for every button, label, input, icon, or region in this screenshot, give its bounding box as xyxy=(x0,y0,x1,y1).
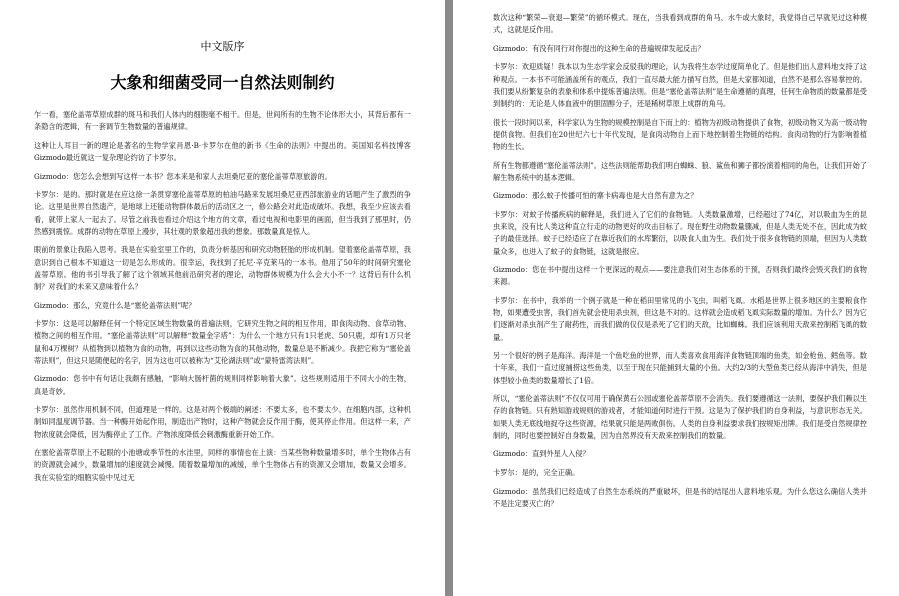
body-paragraph: 在塞伦盖蒂草原上不起眼的小池塘或季节性的水洼里，同样的事情也在上演：当某些物种数量增多时，单个生物体占有的资源就会减少，数量增加的速度就会减慢。随着数量增加的减缓，单个生物体占有的资源又会增加，数量又会增多。我在实验室的细胞实验中见过无 xyxy=(34,448,411,482)
body-paragraph: Gizmodo：虽然我们已经造成了自然生态系统的严重破坏，但是书的结尾出人意料地乐观。为什么您这么确信人类并不是注定要灭亡的？ xyxy=(493,486,867,508)
body-paragraph: 卡罗尔：虽然作用机制不同，但道理是一样的。这是对两个极端的阐述：不要太多，也不要太少。在细胞内部，这种机制如同温度调节器。当一种酶开始起作用，制造出产物时，这种产物就会反作用于酶，使其停止作用。但这样一来，产物浓度就会降低，因为酶停止了工作。产物浓度降低会刺激酶重新开始工作。 xyxy=(34,405,411,439)
body-paragraph: Gizmodo：直到外星人入侵？ xyxy=(493,449,590,459)
body-paragraph: 这种让人耳目一新的理论是著名的生物学家肖恩·B·卡罗尔在他的新书《生命的法则》中提出的。美国知名科技博客Gizmodo最近就这一复杂理论约访了卡罗尔。 xyxy=(34,140,411,162)
body-paragraph: Gizmodo：您怎么会想到写这样一本书？您本来是和家人去坦桑尼亚的塞伦盖蒂草原旅游的。 xyxy=(34,171,332,181)
body-paragraph: Gizmodo：那么，究竟什么是“塞伦盖蒂法则”呢？ xyxy=(34,300,196,310)
body-paragraph: 乍一看，塞伦盖蒂草原成群的斑马和我们人体内的细胞毫不相干。但是，世间所有的生物不论体形大小，其背后都有一条隐含的逻辑，有一套调节生物数量的普遍规律。 xyxy=(34,110,411,132)
body-paragraph: 卡罗尔：这是可以解释任何一个特定区域生物数量的普遍法则，它研究生物之间的相互作用，即食肉动物、食草动物、植物之间的相互作用。“塞伦盖蒂法则”可以解释“数量金字塔”：为什么一个地方只有1只老虎、50只鹿，却有1万只老鼠和4万棵树？从植物到以植物为食的动物，再到以这些动物为食的其他动物，数量总是不断减少。我把它称为“塞伦盖蒂法则”，但这只是随便起的名字，因为这也可以被称为“艾伦湖法则”或“蒙特雷湾法则”。 xyxy=(34,319,411,365)
body-paragraph: 卡罗尔：对蚊子传播疾病的解释是，我们进入了它们的食物链。人类数量激增，已经超过了74亿，对以吸血为生的昆虫来说，没有比人类这种直立行走的动物更好的攻击目标了。现在野生动物数量骤减，但是人类无处不在，因此成为蚊子的最佳选择。蚊子已经适应了在靠近我们的水库繁衍，以吸食人血为生。我们处于很多食物链的顶端，但因为人类数量众多，也进入了蚊子的食物链，这就是报应。 xyxy=(493,209,867,256)
body-paragraph: Gizmodo：有没有同行对你提出的这种生命的普遍规律发起反击？ xyxy=(493,43,705,53)
body-paragraph: 眼前的景象让我陷入思考。我是在实验室里工作的，负责分析基因和研究动物胚胎的形成机制。望着塞伦盖蒂草原，我意识到自己根本不知道这一切是怎么形成的。很幸运，我找到了托尼·辛克莱马的一本书。他用了50年的时间研究塞伦盖蒂草原。他的书引导我了解了这个领域其他前沿研究者的理论，动物群体规模为什么会大小不一？这背后有什么机制？对我们的未来又意味着什么？ xyxy=(34,245,411,291)
body-paragraph: 所有生物都遵循“塞伦盖蒂法则”。这些法则能帮助我们明白蜘蛛、狼、鲨鱼和狮子都扮演着相同的角色，让我们开始了解生物系统中的基本逻辑。 xyxy=(493,160,867,182)
body-paragraph: Gizmodo：那么蚊子传播可怕的寨卡病毒也是大自然有意为之？ xyxy=(493,191,698,201)
body-paragraph: 所以，“塞伦盖蒂法则”不仅仅可用于确保黄石公园或塞伦盖蒂草原不会消失。我们要遵循这一法则，要保护我们赖以生存的食物链。只有熟知游戏规则的游戏者，才能知道何时进行干预。这是为了保护我们的自身利益，与意识形态无关。如果人类无底线地捉夺这些资源，结果就只能是两败俱伤。人类的自身利益要求我们按规矩出牌。我们是受自然规律控制的，同时也要控制好自身数量，因为自然界没有天敌来控制我们的数量。 xyxy=(493,394,867,440)
body-paragraph: 很长一段时间以来，科学家认为生物的规模控制是自下而上的：植物为初级动物提供了食物，初级动物又为高一级动物提供食物。但我们在20世纪六七十年代发现，是食肉动物自上而下地控制着生物链的结构。食肉动物的行为影响着植物的生长。 xyxy=(493,117,867,151)
body-paragraph: 卡罗尔：欢迎质疑！我本以为生态学家会反驳我的理论，认为我将生态学过度简单化了。但是他们出人意料地支持了这种观点。一本书不可能涵盖所有的观点，我们一直尽最大能力描写自然，但是大家都知道，自然不是那么容易掌控的。我们要从纷繁复杂的表象和体系中提炼普遍法则。但是“塞伦盖蒂法则”是生命遵循的真理，任何生命物质的数量都是受到制约的：无论是人体血液中的胆固醇分子，还是稀树草原上成群的角马。 xyxy=(493,62,867,108)
body-paragraph: 卡罗尔：在书中，我举的一个例子就是一种在稻田里常见的小飞虫，叫稻飞虱。水稻是世界上很多地区的主要粮食作物，如果遭受虫害，我们首先就会使用杀虫剂，但这是不对的。这样就会造成稻飞虱实际数量的增加。为什么？因为它们逐渐对杀虫剂产生了耐药性，而我们做的仅仅是杀死了它们的天敌，比如蜘蛛。我们应该利用天敌来控制稻飞虱的数量。 xyxy=(493,295,867,342)
body-paragraph: 数次这种“繁荣—衰退—繁荣”的循环模式。现在，当我看到成群的角马、水牛或大象时，我觉得自己早就见过这种模式，这就是反作用。 xyxy=(493,13,867,35)
body-paragraph: Gizmodo：您书中有句话让我颇有感触，“影响大肠杆菌的规则同样影响着大象”。这些规则适用于不同大小的生物，真是奇妙。 xyxy=(34,374,411,396)
left-page xyxy=(0,0,445,596)
body-paragraph: 卡罗尔：是的。那时就是在应这徐一条贯穿塞伦盖蒂草原的柏油马路来发展坦桑尼亚西部旅游业的话题产生了激烈的争论。这里是世界自然遗产，是地球上还能动物群体最后的活动区之一，修公路会对此造成破坏。我想，我至少应该去看看，就带上家人一起去了。尽管之前我也看过介绍这个地方的文章，看过电视和电影里的画面，但当我到了那里时，仍然感到震惊。成群的动物在草原上漫步，其壮观的景象超出我的想象。那数量真是惊人。 xyxy=(34,190,411,236)
article-title: 大象和细菌受同一自然法则制约 xyxy=(110,73,335,92)
body-paragraph: 另一个很好的例子是海洋。海洋是一个鱼吃鱼的世界，而人类喜欢食用海洋食物链顶端的鱼类，如金枪鱼、鳕鱼等。数十年来，我们一直过度捕捞这些鱼类，以至于现在只能捕到大量的小鱼。大约2/3的大型鱼类已经从海洋中消失，但是体型较小鱼类的数量增长了1倍。 xyxy=(493,351,867,385)
right-page xyxy=(453,0,899,596)
preface-label: 中文版序 xyxy=(200,40,245,53)
body-paragraph: Gizmodo：您在书中提出这样一个更深远的观点——要注意我们对生态体系的干预，否则我们最终会毁灭我们的食物来源。 xyxy=(493,265,867,287)
body-paragraph: 卡罗尔：是的，完全正确。 xyxy=(493,467,580,477)
